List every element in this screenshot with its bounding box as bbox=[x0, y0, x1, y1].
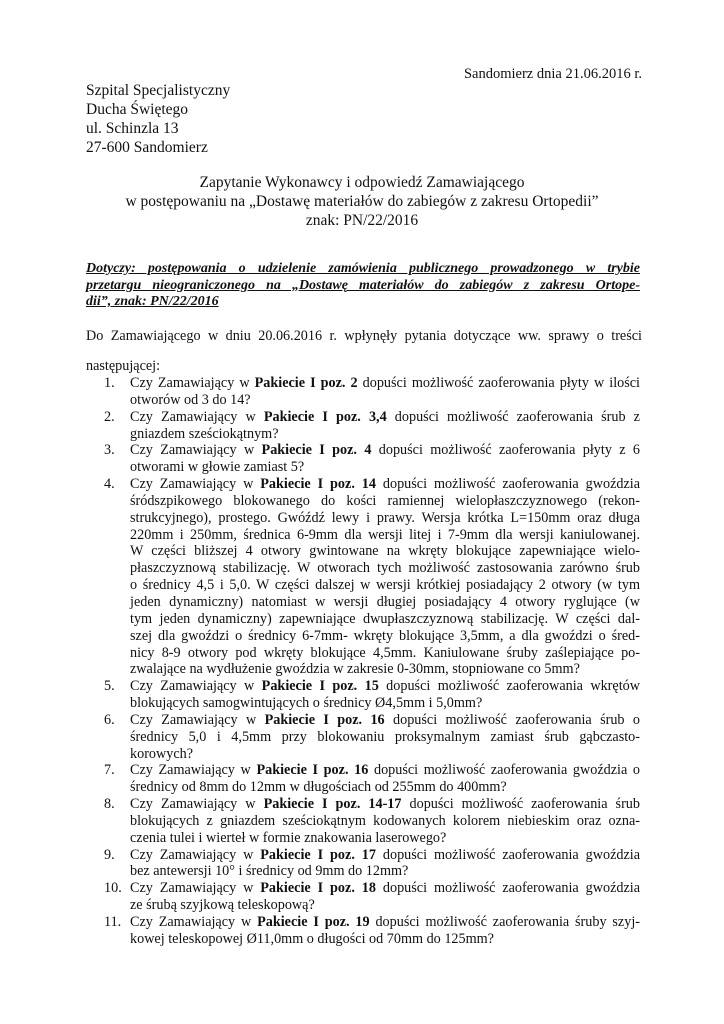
question-text-line: czenia tulei i wierteł w formie znakowania laserowego? bbox=[130, 829, 447, 846]
question-item bbox=[104, 762, 640, 796]
document-title bbox=[0, 173, 724, 230]
question-item bbox=[104, 847, 640, 881]
question-text-line: W części bliższej 4 otwory gwintowane na wkręty blokujące zapewniające wielo- bbox=[130, 543, 640, 560]
question-number: 6. bbox=[104, 711, 115, 728]
question-text-line: średnicy 5,0 i 4,5mm przy blokowaniu proksymalnym zamiast śrub gąbczasto- bbox=[130, 728, 640, 745]
question-item bbox=[104, 476, 640, 678]
question-text: dopuści możliwość zaoferowania gwoździa bbox=[375, 846, 641, 863]
question-item bbox=[104, 409, 640, 443]
subject-line: Dotyczy: postępowania o udzielenie zamówienia publicznego prowadzonego w trybie bbox=[86, 261, 640, 276]
question-package-ref: Pakiecie I poz. 17 bbox=[260, 846, 376, 863]
question-item bbox=[104, 442, 640, 476]
question-number: 10. bbox=[104, 880, 122, 897]
question-item bbox=[104, 914, 640, 948]
question-package-ref: Pakiecie I poz. 14 bbox=[260, 476, 376, 493]
question-text: Czy Zamawiający w bbox=[130, 408, 264, 425]
address-line: 27-600 Sandomierz bbox=[86, 139, 208, 156]
question-text-line: nicy 8-9 otwory pod wkręty blokujące 4,5mm. Kaniulowane śruby zaślepiające po- bbox=[130, 644, 640, 661]
question-text: Czy Zamawiający w bbox=[130, 880, 261, 897]
question-package-ref: Pakiecie I poz. 16 bbox=[264, 711, 385, 728]
intro-paragraph bbox=[86, 321, 642, 381]
question-text-line: blokujących z gniazdem sześciokątnym kodowanych kolorem niebieskim oraz ozna- bbox=[130, 812, 640, 829]
question-first-line bbox=[130, 375, 640, 392]
question-first-line bbox=[130, 476, 640, 493]
question-text-line: otworami w głowie zamiast 5? bbox=[130, 459, 305, 476]
question-text: dopuści możliwość zaoferowania gwoździa bbox=[375, 880, 641, 897]
question-first-line bbox=[130, 880, 640, 897]
question-text: dopuści możliwość zaoferowania śrub z bbox=[386, 408, 640, 425]
question-text-line: otworów od 3 do 14? bbox=[130, 391, 251, 408]
question-package-ref: Pakiecie I poz. 3,4 bbox=[263, 408, 387, 425]
question-number: 8. bbox=[104, 796, 115, 813]
question-text-line: o średnicy 4,5 i 5,0. W części dalszej w wersji krótkiej posiadający 2 otwory (w tym bbox=[130, 577, 640, 594]
question-text: Czy Zamawiający w bbox=[130, 375, 255, 391]
question-package-ref: Pakiecie I poz. 4 bbox=[261, 442, 372, 459]
recipient-address bbox=[86, 81, 230, 157]
question-first-line bbox=[130, 678, 640, 695]
question-text-line: 220mm i 250mm, średnica 6-9mm dla wersji litej i 7-9mm dla wersji kaniulowanej. bbox=[130, 526, 640, 543]
question-text-line: blokujących samogwintujących o średnicy Ø4,5mm i 5,0mm? bbox=[130, 695, 483, 712]
question-text: Czy Zamawiający w bbox=[130, 796, 264, 813]
question-text-line: gniazdem sześciokątnym? bbox=[130, 425, 279, 442]
question-text: Czy Zamawiający w bbox=[130, 476, 261, 493]
title-line: Zapytanie Wykonawcy i odpowiedź Zamawiającego bbox=[199, 174, 525, 191]
question-text: Czy Zamawiający w bbox=[130, 678, 262, 695]
question-package-ref: Pakiecie I poz. 14-17 bbox=[263, 796, 402, 813]
question-first-line bbox=[130, 762, 640, 779]
question-text: dopuści możliwość zaoferowania wkrętów bbox=[378, 678, 640, 695]
question-text-line: korowych? bbox=[130, 745, 194, 762]
subject-line: przetargu nieograniczonego na „Dostawę materiałów do zabiegów z zakresu Ortope- bbox=[86, 277, 640, 293]
question-text-line: płaszczyznową stabilizację. W otworach tych możliwość zastosowania zarówno śrub bbox=[130, 560, 640, 577]
question-number: 2. bbox=[104, 408, 115, 425]
question-text: dopuści możliwość zaoferowania śrub bbox=[401, 796, 640, 813]
question-text-line: tym jeden dynamiczny) zapewniające dwupłaszczyznową stabilizację. W części dal- bbox=[130, 610, 640, 627]
question-number: 7. bbox=[104, 762, 115, 779]
question-list bbox=[104, 375, 640, 948]
question-number: 5. bbox=[104, 678, 115, 695]
question-text: Czy Zamawiający w bbox=[130, 711, 265, 728]
address-line: ul. Schinzla 13 bbox=[86, 120, 179, 137]
question-text-line: ze śrubą szyjkową teleskopową? bbox=[130, 897, 315, 914]
question-text-line: kowej teleskopowej Ø11,0mm o długości od 70mm do 125mm? bbox=[130, 930, 494, 947]
question-text: dopuści możliwość zaoferowania śrub o bbox=[384, 711, 640, 728]
question-number: 3. bbox=[104, 442, 115, 459]
question-first-line bbox=[130, 442, 640, 459]
question-first-line bbox=[130, 796, 640, 813]
question-text-line: średnicy od 8mm do 12mm w długościach od 255mm do 400mm? bbox=[130, 779, 507, 796]
question-text: dopuści możliwość zaoferowania gwoździa bbox=[375, 476, 641, 493]
title-line: w postępowaniu na „Dostawę materiałów do zabiegów z zakresu Ortopedii” bbox=[125, 193, 599, 210]
question-first-line bbox=[130, 409, 640, 426]
question-text-line: szej dla gwoździ o średnicy 6-7mm- wkręty blokujące 3,5mm, a dla gwoździ o śred- bbox=[130, 627, 640, 644]
question-item bbox=[104, 880, 640, 914]
question-number: 1. bbox=[104, 375, 115, 391]
question-text-line: śródszpikowego blokowanego do kości ramiennej wielopłaszczyznowego (rekon- bbox=[130, 492, 640, 509]
question-package-ref: Pakiecie I poz. 19 bbox=[257, 914, 370, 930]
address-line: Ducha Świętego bbox=[86, 101, 189, 118]
question-item bbox=[104, 375, 640, 409]
question-package-ref: Pakiecie I poz. 2 bbox=[254, 375, 358, 391]
question-text: Czy Zamawiający w bbox=[130, 914, 258, 930]
question-number: 11. bbox=[104, 914, 122, 930]
question-package-ref: Pakiecie I poz. 18 bbox=[260, 880, 376, 897]
question-item bbox=[104, 712, 640, 763]
title-line: znak: PN/22/2016 bbox=[305, 212, 419, 229]
question-text-line: jeden dynamiczny) natomiast w wersji długiej posiadający 4 otwory ryglujące (w bbox=[130, 593, 640, 610]
question-text-line: strukcyjnego), prostego. Gwóźdź lewy i prawy. Wersja krótka L=150mm oraz długa bbox=[130, 509, 640, 526]
question-first-line bbox=[130, 914, 640, 931]
subject-line: dii”, znak: PN/22/2016 bbox=[86, 294, 219, 309]
question-text: dopuści możliwość zaoferowania śruby szyj- bbox=[369, 914, 640, 930]
question-package-ref: Pakiecie I poz. 16 bbox=[256, 762, 369, 779]
question-text: Czy Zamawiający w bbox=[130, 846, 261, 863]
question-package-ref: Pakiecie I poz. 15 bbox=[261, 678, 379, 695]
question-text: Czy Zamawiający w bbox=[130, 762, 257, 779]
intro-line: następującej: bbox=[86, 358, 161, 374]
question-first-line bbox=[130, 847, 640, 864]
question-item bbox=[104, 678, 640, 712]
date-line: Sandomierz dnia 21.06.2016 r. bbox=[463, 66, 642, 82]
question-text: dopuści możliwość zaoferowania płyty w ilości bbox=[357, 375, 640, 391]
question-number: 9. bbox=[104, 846, 115, 863]
question-first-line bbox=[130, 712, 640, 729]
question-text: dopuści możliwość zaoferowania gwoździa o bbox=[368, 762, 640, 779]
subject-block bbox=[86, 261, 640, 311]
question-text-line: zwalające na wydłużenie gwoździa w zakresie 0-30mm, stopniowane co 5mm? bbox=[130, 661, 580, 678]
question-text: Czy Zamawiający w bbox=[130, 442, 262, 459]
address-line: Szpital Specjalistyczny bbox=[86, 82, 231, 99]
intro-line: Do Zamawiającego w dniu 20.06.2016 r. wpłynęły pytania dotyczące ww. sprawy o treści bbox=[86, 328, 642, 344]
question-text: dopuści możliwość zaoferowania płyty z 6 bbox=[371, 442, 641, 459]
question-item bbox=[104, 796, 640, 847]
question-text-line: bez antewersji 10° i średnicy od 9mm do 12mm? bbox=[130, 863, 409, 880]
question-number: 4. bbox=[104, 476, 115, 493]
